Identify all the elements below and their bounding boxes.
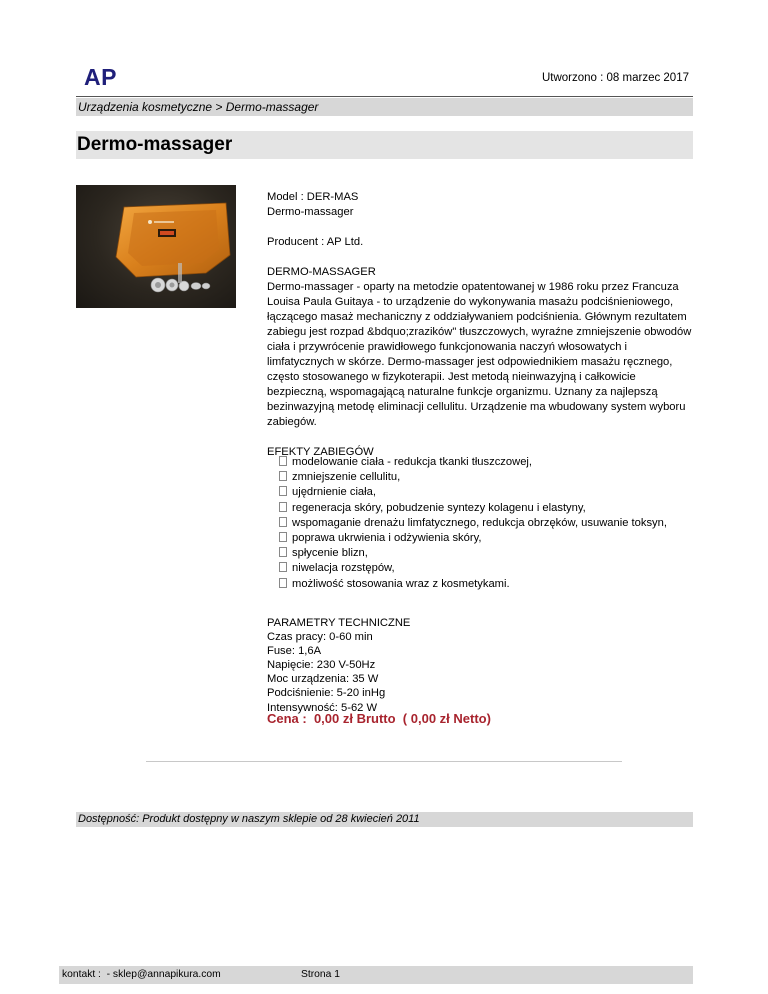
- list-item: poprawa ukrwienia i odżywienia skóry,: [267, 531, 687, 546]
- header-divider: [76, 96, 693, 97]
- breadcrumb[interactable]: Urządzenia kosmetyczne > Dermo-massager: [78, 100, 319, 114]
- param-row: Czas pracy: 0-60 min: [267, 631, 373, 644]
- product-name: Dermo-massager: [267, 206, 354, 218]
- description-heading: DERMO-MASSAGER: [267, 266, 376, 278]
- product-producer: Producent : AP Ltd.: [267, 236, 364, 248]
- list-item: wspomaganie drenażu limfatycznego, redukcja obrzęków, usuwanie toksyn,: [267, 516, 687, 531]
- list-item: niwelacja rozstępów,: [267, 561, 687, 576]
- availability-bar: [76, 812, 693, 827]
- param-row: Moc urządzenia: 35 W: [267, 673, 379, 686]
- missing-glyph-icon: [279, 578, 287, 588]
- product-model: Model : DER-MAS: [267, 191, 359, 203]
- missing-glyph-icon: [279, 532, 287, 542]
- technical-params: [267, 616, 667, 715]
- page-number: Strona 1: [301, 969, 340, 980]
- missing-glyph-icon: [279, 502, 287, 512]
- param-row: Napięcie: 230 V-50Hz: [267, 659, 376, 672]
- list-item: spłycenie blizn,: [267, 546, 687, 561]
- created-date: Utworzono : 08 marzec 2017: [541, 72, 689, 84]
- price: Cena : 0,00 zł Brutto ( 0,00 zł Netto): [267, 711, 491, 726]
- missing-glyph-icon: [279, 517, 287, 527]
- title-bar: [76, 131, 693, 159]
- effects-list: [267, 455, 687, 592]
- effects-heading: EFEKTY ZABIEGÓW: [267, 446, 374, 458]
- product-photo-illustration: [76, 185, 236, 308]
- availability: Dostępność: Produkt dostępny w naszym sklepie od 28 kwiecień 2011: [78, 813, 420, 825]
- breadcrumb-bar: [76, 98, 693, 116]
- missing-glyph-icon: [279, 547, 287, 557]
- logo: AP: [84, 64, 117, 90]
- missing-glyph-icon: [279, 471, 287, 481]
- page-title: Dermo-massager: [77, 134, 233, 155]
- footer: [59, 966, 693, 984]
- list-item: modelowanie ciała - redukcja tkanki tłuszczowej,: [267, 455, 687, 470]
- product-image[interactable]: [76, 185, 236, 308]
- footer-contact[interactable]: kontakt : - sklep@annapikura.com: [62, 969, 221, 980]
- list-item: regeneracja skóry, pobudzenie syntezy kolagenu i elastyny,: [267, 501, 687, 516]
- product-description: Dermo-massager - oparty na metodzie opatentowanej w 1986 roku przez Francuza Louisa Paula Guitaya - to urządzenie do wykonywania masażu podciśnieniowego, łączącego masaż mechaniczny z oddziaływaniem podciśnienia. Głównym rezultatem zabiegu jest rozpad &bdquo;zrazików" tłuszczowych, wyraźne zmniejszenie obwodów ciała i przywrócenie prawidłowego funkcjonowania naczyń włosowatych i limfatycznych w skórze. Dermo-massager jest odpowiednikiem masażu ręcznego, często stosowanego w fizykoterapii. Jest metodą nieinwazyjną i całkowicie bezpieczną, wspomagającą naturalne funkcje organizmu. Uznany za najlepszą bezinwazyjną metodę eliminacji cellulitu. Urządzenie ma wbudowany system wyboru zabiegów.: [267, 281, 692, 428]
- list-item: ujędrnienie ciała,: [267, 485, 687, 500]
- missing-glyph-icon: [279, 486, 287, 496]
- missing-glyph-icon: [279, 562, 287, 572]
- list-item: zmniejszenie cellulitu,: [267, 470, 687, 485]
- list-item: możliwość stosowania wraz z kosmetykami.: [267, 577, 687, 592]
- params-heading: PARAMETRY TECHNICZNE: [267, 617, 411, 629]
- missing-glyph-icon: [279, 456, 287, 466]
- param-row: Intensywność: 5-62 W: [267, 701, 378, 714]
- product-info: [267, 190, 692, 460]
- separator: [146, 761, 622, 762]
- param-row: Podciśnienie: 5-20 inHg: [267, 687, 386, 700]
- param-row: Fuse: 1,6A: [267, 645, 322, 658]
